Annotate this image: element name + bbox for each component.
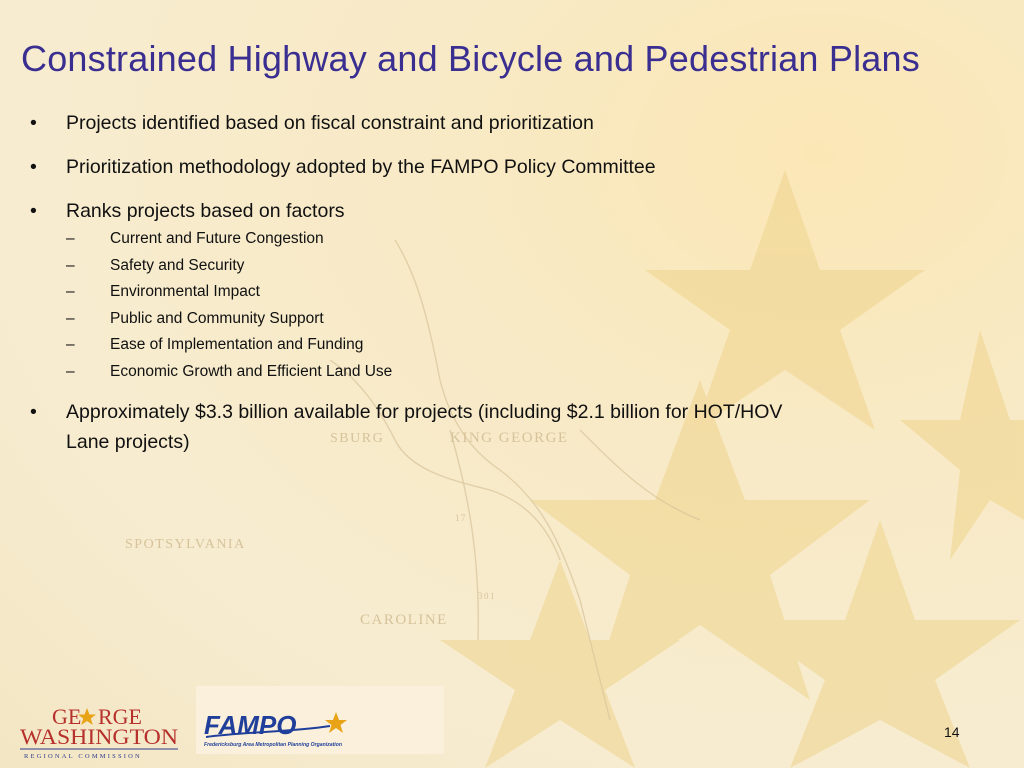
map-label-route-301: 301 (478, 591, 496, 601)
bullet-text: Approximately $3.3 billion available for projects (including $2.1 billion for HOT/HOV Lane projects) (66, 401, 783, 453)
sub-bullet-item (66, 253, 810, 280)
sub-bullet-item (66, 359, 810, 386)
sub-bullet-marker: – (66, 309, 75, 327)
bullet-marker: • (30, 112, 37, 134)
map-label-king-george: KING GEORGE (450, 430, 569, 446)
fampo-logo-name: FAMPO (204, 710, 297, 740)
bullet-item (30, 196, 810, 385)
fampo-logo-subtitle: Fredericksburg Area Metropolitan Planning Organization (204, 742, 343, 748)
bullet-marker: • (30, 156, 37, 178)
star-icon (325, 712, 347, 733)
slide-title: Constrained Highway and Bicycle and Pedestrian Plans (21, 38, 920, 79)
gw-regional-commission-logo (20, 700, 180, 760)
bullet-text: Projects identified based on fiscal constraint and prioritization (66, 112, 594, 134)
gw-logo-line1-end: RGE (98, 704, 142, 729)
bullet-item (30, 397, 810, 457)
sub-bullet-marker: – (66, 283, 75, 300)
bullet-item (30, 152, 810, 182)
bullet-item (30, 108, 810, 138)
sub-bullet-text: Safety and Security (110, 256, 245, 274)
gw-logo-line1: GE (52, 704, 82, 729)
sub-bullet-text: Current and Future Congestion (110, 230, 324, 247)
bullet-text: Ranks projects based on factors (66, 200, 345, 222)
page-number: 14 (944, 724, 960, 740)
sub-bullet-text: Ease of Implementation and Funding (110, 336, 364, 353)
sub-bullet-list (66, 226, 810, 385)
map-label-caroline: CAROLINE (360, 612, 448, 628)
sub-bullet-marker: – (66, 230, 75, 247)
sub-bullet-marker: – (66, 336, 75, 353)
gw-logo-line2: WASHINGTON (20, 724, 179, 749)
map-label-spotsylvania: SPOTSYLVANIA (125, 537, 246, 552)
sub-bullet-item (66, 332, 810, 359)
fampo-logo (202, 708, 350, 752)
sub-bullet-marker: – (66, 362, 75, 380)
sub-bullet-item (66, 279, 810, 306)
sub-bullet-text: Environmental Impact (110, 283, 260, 300)
sub-bullet-item (66, 226, 810, 253)
sub-bullet-marker: – (66, 256, 75, 274)
map-label-route-17: 17 (455, 513, 467, 523)
bullet-marker: • (30, 401, 37, 423)
star-shape (900, 330, 1024, 560)
map-label-fredericksburg: SBURG (330, 431, 385, 446)
sub-bullet-text: Economic Growth and Efficient Land Use (110, 362, 393, 380)
bullet-text: Prioritization methodology adopted by the FAMPO Policy Committee (66, 156, 656, 178)
sub-bullet-text: Public and Community Support (110, 309, 324, 327)
bullet-list (30, 108, 810, 471)
sub-bullet-item (66, 306, 810, 333)
gw-logo-line3: REGIONAL COMMISSION (24, 753, 142, 760)
bullet-marker: • (30, 200, 37, 222)
